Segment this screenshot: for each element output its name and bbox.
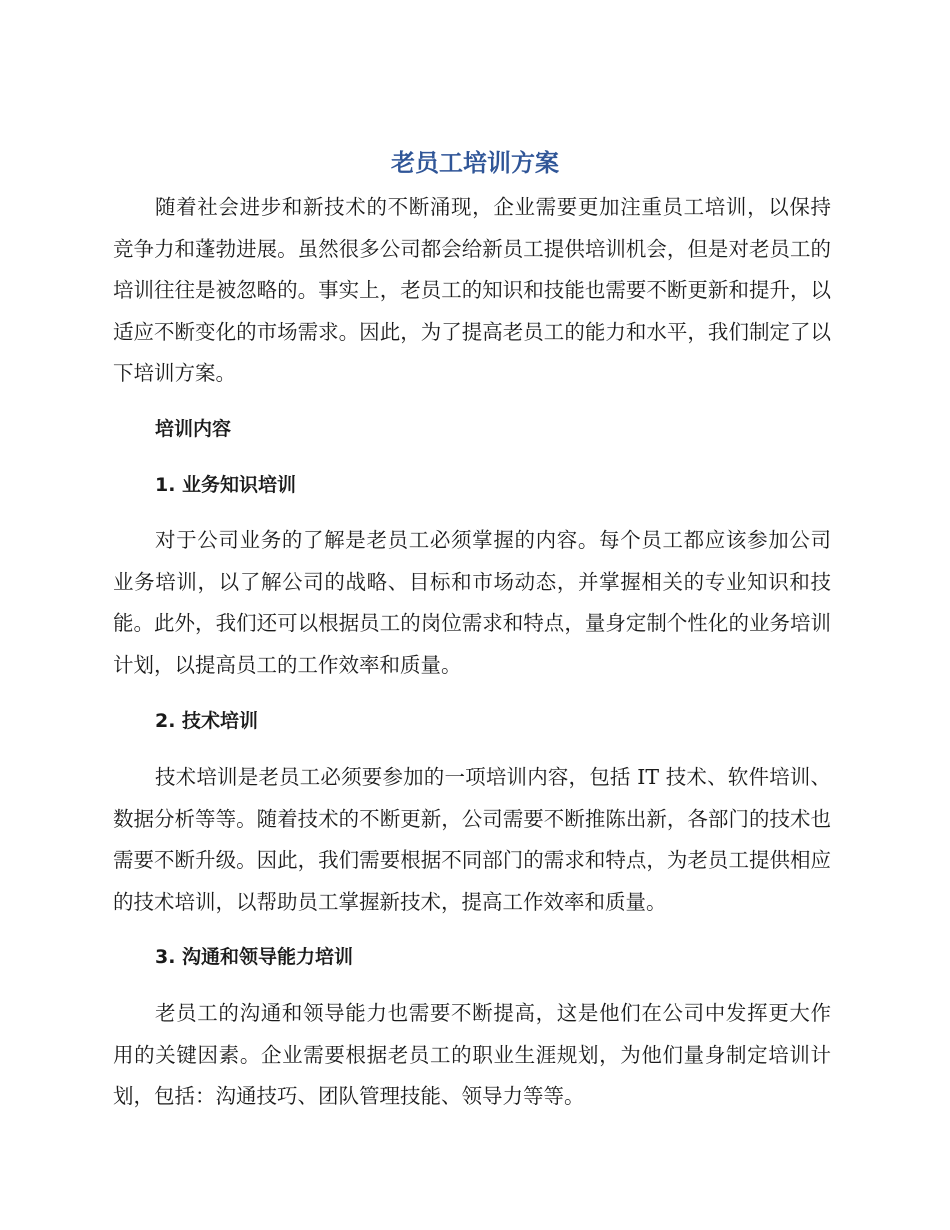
section-paragraph-communication-leadership: 老员工的沟通和领导能力也需要不断提高，这是他们在公司中发挥更大作用的关键因素。企业需要根据老员工的职业生涯规划，为他们量身制定培训计划，包括：沟通技巧、团队管理技能、领导力等等。: [113, 1001, 831, 1108]
section-paragraph-technical: 技术培训是老员工必须要参加的一项培训内容，包括 IT 技术、软件培训、数据分析等等。随着技术的不断更新，公司需要不断推陈出新，各部门的技术也需要不断升级。因此，我们需要根据不同部门的需求和特点，为老员工提供相应的技术培训，以帮助员工掌握新技术，提高工作效率和质量。: [113, 765, 831, 914]
document-title: 老员工培训方案: [391, 149, 559, 177]
training-content-heading: 培训内容: [155, 418, 232, 440]
section-heading-technical: 2. 技术培训: [155, 710, 259, 732]
intro-paragraph: 随着社会进步和新技术的不断涌现，企业需要更加注重员工培训，以保持竞争力和蓬勃进展。虽然很多公司都会给新员工提供培训机会，但是对老员工的培训往往是被忽略的。事实上，老员工的知识和技能也需要不断更新和提升，以适应不断变化的市场需求。因此，为了提高老员工的能力和水平，我们制定了以下培训方案。: [113, 195, 831, 385]
section-heading-business-knowledge: 1. 业务知识培训: [155, 474, 297, 496]
section-paragraph-business-knowledge: 对于公司业务的了解是老员工必须掌握的内容。每个员工都应该参加公司业务培训，以了解公司的战略、目标和市场动态，并掌握相关的专业知识和技能。此外，我们还可以根据员工的岗位需求和特点，量身定制个性化的业务培训计划，以提高员工的工作效率和质量。: [113, 528, 831, 677]
section-heading-communication-leadership: 3. 沟通和领导能力培训: [155, 946, 354, 968]
